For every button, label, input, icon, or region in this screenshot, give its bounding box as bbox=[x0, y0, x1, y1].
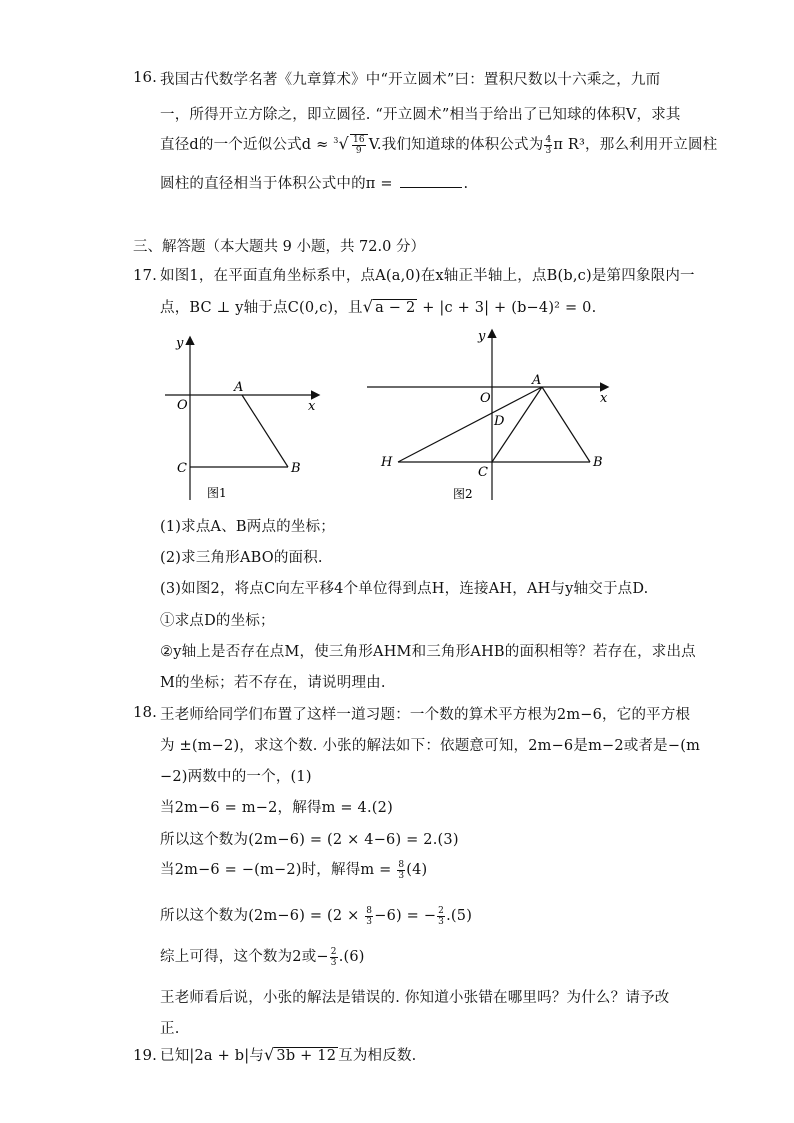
q19-line-1-post: 互为相反数. bbox=[338, 1048, 417, 1064]
q18-step-6-fraction: $\frac{2}{3}$ bbox=[330, 946, 337, 968]
q16-root-fraction: $\frac{16}{9}$ bbox=[350, 134, 368, 156]
figure-1 bbox=[160, 330, 340, 510]
fig2-label-o: O bbox=[480, 391, 491, 406]
figure-2 bbox=[362, 325, 622, 510]
fig2-segment-ab bbox=[542, 387, 590, 462]
q17-sqrt-term: a − 2 bbox=[375, 300, 416, 316]
q17-sub-3-2-b: M的坐标；若不存在，请说明理由. bbox=[160, 675, 386, 691]
q18-step-6-post: .(6) bbox=[338, 949, 365, 965]
q18-step-5-post: .(5) bbox=[446, 908, 473, 924]
q16-line-3: 直径d的一个近似公式d ≈ $^3$√ $\frac{16}{9}$ V.我们知道球的体积公式为 $\frac{4}{3}$ π R³，那么利用开立圆柱 bbox=[160, 134, 718, 156]
q16-line-1: 我国古代数学名著《九章算术》中“开立圆术”曰：置积尺数以十六乘之，九而 bbox=[160, 72, 661, 88]
fig1-label-a: A bbox=[234, 380, 244, 395]
q19-sqrt-term: 3b + 12 bbox=[276, 1048, 337, 1064]
fig2-segment-ah bbox=[398, 387, 542, 462]
q17-sub-1: (1)求点A、B两点的坐标； bbox=[160, 519, 335, 535]
q17-line-2-post: + |c + 3| + (b−4)² = 0. bbox=[417, 300, 597, 316]
q16-line-2: 一，所得开立方除之，即立圆径. “开立圆术”相当于给出了已知球的体积V，求其 bbox=[160, 107, 681, 123]
q18-step-4-prefix: 当2m−6 = −(m−2)时，解得m = bbox=[160, 862, 397, 878]
fig1-caption: 图1 bbox=[207, 486, 227, 500]
q18-step-3: 所以这个数为(2m−6) = (2 × 4−6) = 2.(3) bbox=[160, 832, 459, 848]
fig1-label-b: B bbox=[291, 461, 301, 476]
q18-step-5-mid: −6) = − bbox=[374, 908, 437, 924]
q18-step-6-prefix: 综上可得，这个数为2或− bbox=[160, 949, 329, 965]
q17-line-2: 点，BC ⊥ y轴于点C(0,c)，且√ a − 2 + |c + 3| + (b−4)² = 0. bbox=[160, 297, 597, 316]
q17-sub-2: (2)求三角形ABO的面积. bbox=[160, 550, 323, 566]
section-heading: 三、解答题（本大题共 9 小题，共 72.0 分） bbox=[133, 239, 425, 255]
q18-line-2: 为 ±(m−2)，求这个数. 小张的解法如下：依题意可知，2m−6是m−2或者是−(m bbox=[160, 738, 701, 754]
q16-formula-mid: V.我们知道球的体积公式为 bbox=[368, 137, 544, 153]
fig1-segment-ab bbox=[242, 395, 288, 467]
q18-comment-2: 正. bbox=[160, 1021, 180, 1037]
question-number-16: 16. bbox=[133, 68, 157, 86]
q17-sub-3-2-a: ②y轴上是否存在点M，使三角形AHM和三角形AHB的面积相等？若存在，求出点 bbox=[160, 644, 696, 660]
fig2-label-a: A bbox=[532, 373, 542, 388]
q18-step-2: 当2m−6 = m−2，解得m = 4.(2) bbox=[160, 800, 393, 816]
q18-comment-1: 王老师看后说，小张的解法是错误的. 你知道小张错在哪里吗？为什么？请予改 bbox=[160, 990, 670, 1006]
q18-step-5-prefix: 所以这个数为(2m−6) = (2 × bbox=[160, 908, 365, 924]
q16-line-4-text: 圆柱的直径相当于体积公式中的π = bbox=[160, 176, 398, 192]
question-number-17: 17. bbox=[133, 266, 157, 284]
fig2-label-b: B bbox=[593, 455, 603, 470]
q18-step-4-fraction: $\frac{8}{3}$ bbox=[398, 859, 405, 881]
fig2-label-x: x bbox=[600, 391, 608, 406]
fig2-caption: 图2 bbox=[453, 487, 473, 501]
q19-line-1-prefix: 已知|2a + b|与 bbox=[160, 1048, 264, 1064]
q18-step-6 bbox=[160, 945, 365, 968]
q17-line-1: 如图1，在平面直角坐标系中，点A(a,0)在x轴正半轴上，点B(b,c)是第四象限内一 bbox=[160, 268, 695, 284]
q18-line-1: 王老师给同学们布置了这样一道习题：一个数的算术平方根为2m−6，它的平方根 bbox=[160, 707, 691, 723]
q16-formula-prefix: 直径d的一个近似公式d ≈ bbox=[160, 137, 334, 153]
q17-line-2-prefix: 点，BC ⊥ y轴于点C(0,c)，且 bbox=[160, 300, 363, 316]
q18-step-4 bbox=[160, 858, 427, 881]
question-number-19: 19. bbox=[133, 1046, 157, 1064]
q18-line-3: −2)两数中的一个，(1) bbox=[160, 769, 312, 785]
q16-volume-fraction: $\frac{4}{3}$ bbox=[545, 134, 552, 156]
fig2-label-d: D bbox=[494, 414, 505, 429]
question-number-18: 18. bbox=[133, 703, 157, 721]
q18-step-5-fraction-2: $\frac{2}{3}$ bbox=[438, 905, 445, 927]
q16-line-4-end: . bbox=[463, 176, 469, 192]
q18-step-5-fraction-1: $\frac{8}{3}$ bbox=[366, 905, 373, 927]
q16-line-4 bbox=[160, 172, 468, 193]
fig1-label-c: C bbox=[177, 461, 187, 476]
q16-formula-post: π R³，那么利用开立圆柱 bbox=[553, 137, 718, 153]
fig2-label-y: y bbox=[478, 329, 486, 344]
q18-step-4-post: (4) bbox=[406, 862, 428, 878]
q18-step-5 bbox=[160, 904, 472, 927]
q17-sub-3: (3)如图2，将点C向左平移4个单位得到点H，连接AH，AH与y轴交于点D. bbox=[160, 581, 649, 597]
fig1-label-x: x bbox=[308, 399, 316, 414]
fig2-label-c: C bbox=[478, 465, 488, 480]
fig1-label-y: y bbox=[176, 336, 184, 351]
fig2-label-h: H bbox=[381, 455, 393, 470]
q16-answer-blank bbox=[400, 175, 462, 188]
q19-line-1: 已知|2a + b|与√ 3b + 12 互为相反数. bbox=[160, 1045, 417, 1064]
q17-sub-3-1: ①求点D的坐标； bbox=[160, 613, 275, 629]
fig1-label-o: O bbox=[177, 398, 188, 413]
q16-root-index: 3 bbox=[333, 136, 339, 146]
